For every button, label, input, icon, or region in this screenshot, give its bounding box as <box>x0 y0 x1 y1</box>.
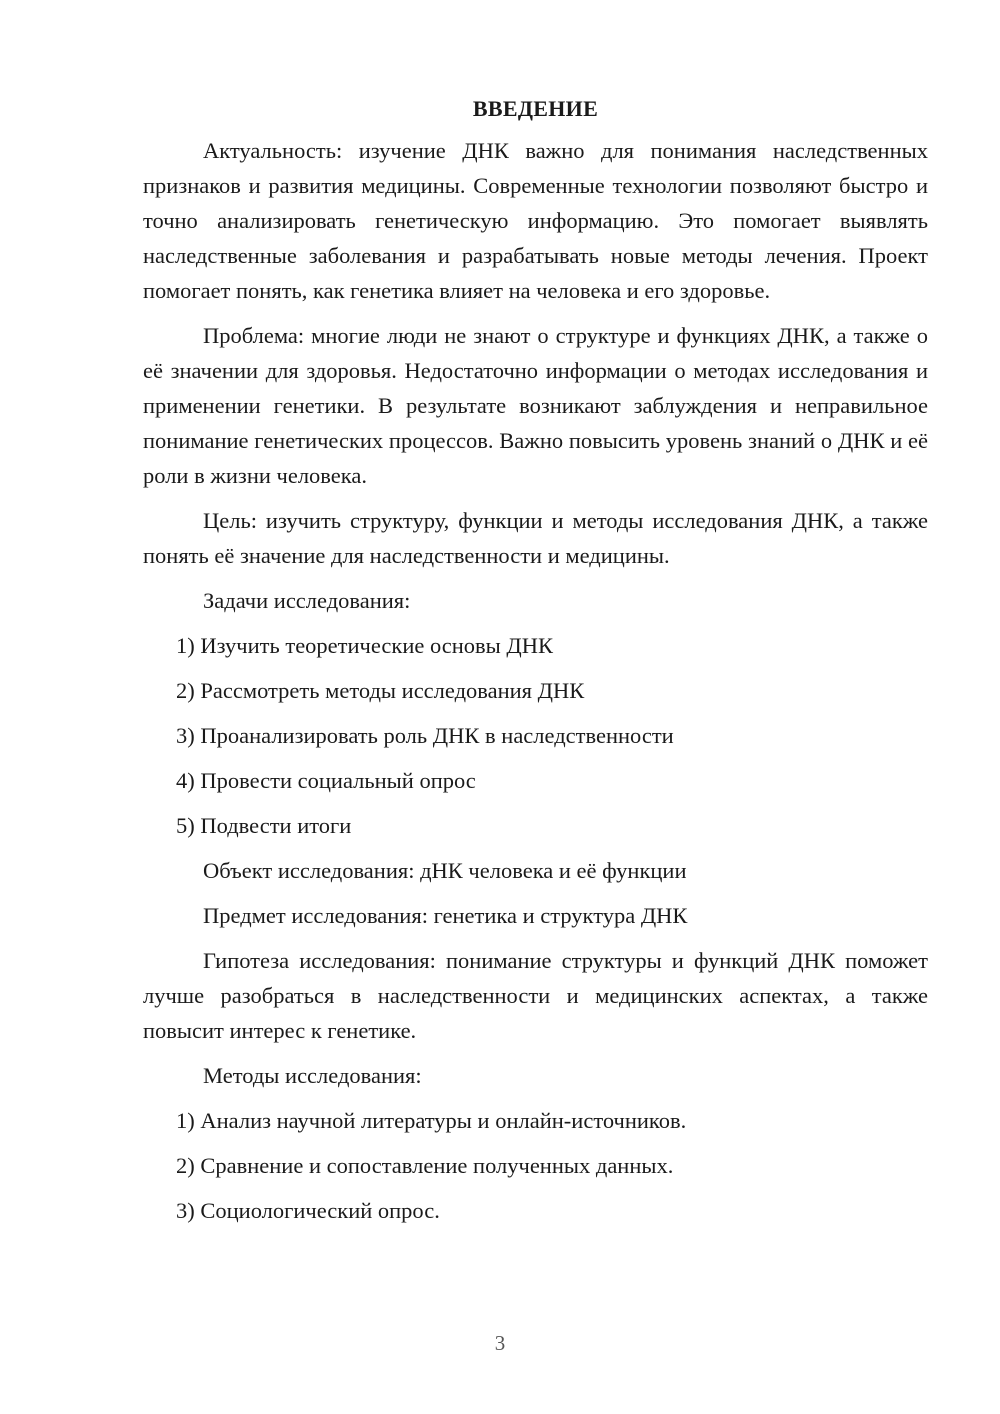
methods-list <box>143 1103 928 1228</box>
method-item: 1) Анализ научной литературы и онлайн-источников. <box>176 1108 687 1133</box>
tasks-list <box>143 628 928 843</box>
methods-heading: Методы исследования: <box>203 1063 422 1088</box>
method-item: 3) Социологический опрос. <box>176 1198 440 1223</box>
hypothesis-paragraph: Гипотеза исследования: понимание структуры и функций ДНК поможет лучше разобраться в наследственности и медицинских аспектах, а также повысит интерес к генетике. <box>143 948 928 1043</box>
method-item: 2) Сравнение и сопоставление полученных данных. <box>176 1153 674 1178</box>
research-subject: Предмет исследования: генетика и структура ДНК <box>203 903 688 928</box>
document-page <box>143 94 928 1238</box>
task-item: 2) Рассмотреть методы исследования ДНК <box>176 678 585 703</box>
problem-paragraph: Проблема: многие люди не знают о структуре и функциях ДНК, а также о её значении для здоровья. Недостаточно информации о методах исследования и применении генетики. В результате возникают заблуждения и неправильное понимание генетических процессов. Важно повысить уровень знаний о ДНК и её роли в жизни человека. <box>143 323 928 488</box>
research-object: Объект исследования: дНК человека и её функции <box>203 858 687 883</box>
task-item: 3) Проанализировать роль ДНК в наследственности <box>176 723 674 748</box>
task-item: 4) Провести социальный опрос <box>176 768 476 793</box>
page-title: ВВЕДЕНИЕ <box>472 96 599 121</box>
relevance-paragraph: Актуальность: изучение ДНК важно для понимания наследственных признаков и развития медицины. Современные технологии позволяют быстро и точно анализировать генетическую информацию. Это помогает выявлять наследственные заболевания и разрабатывать новые методы лечения. Проект помогает понять, как генетика влияет на человека и его здоровье. <box>143 138 928 303</box>
goal-paragraph: Цель: изучить структуру, функции и методы исследования ДНК, а также понять её значение для наследственности и медицины. <box>143 508 928 568</box>
tasks-heading: Задачи исследования: <box>203 588 411 613</box>
task-item: 5) Подвести итоги <box>176 813 352 838</box>
task-item: 1) Изучить теоретические основы ДНК <box>176 633 554 658</box>
page-number: 3 <box>494 1331 506 1355</box>
